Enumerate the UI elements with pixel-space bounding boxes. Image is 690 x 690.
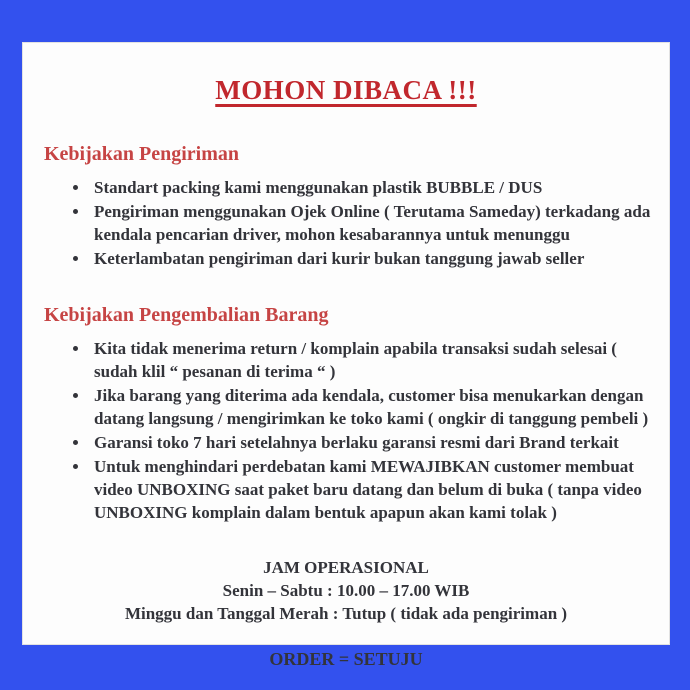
- section-heading-return-policy: Kebijakan Pengembalian Barang: [44, 304, 329, 326]
- shipping-policy-list: [23, 176, 655, 270]
- order-agreement-line: ORDER = SETUJU: [269, 649, 423, 669]
- list-item: • Kita tidak menerima return / komplain apabila transaksi sudah selesai ( sudah klil “ pesanan di terima “ ): [90, 337, 655, 383]
- holiday-line: Minggu dan Tanggal Merah : Tutup ( tidak ada pengiriman ): [124, 604, 568, 623]
- section-heading-shipping-policy: Kebijakan Pengiriman: [44, 143, 240, 165]
- list-item: • Standart packing kami menggunakan plastik BUBBLE / DUS: [90, 176, 655, 199]
- list-item: • Pengiriman menggunakan Ojek Online ( Terutama Sameday) terkadang ada kendala pencarian driver, mohon kesabarannya untuk menunggu: [90, 200, 655, 246]
- return-policy-list: [23, 337, 655, 524]
- operational-hours-line: Senin – Sabtu : 10.00 – 17.00 WIB: [222, 581, 470, 600]
- list-item: • Jika barang yang diterima ada kendala, customer bisa menukarkan dengan datang langsung / mengirimkan ke toko kami ( ongkir di tanggung pembeli ): [90, 384, 655, 430]
- list-item: • Garansi toko 7 hari setelahnya berlaku garansi resmi dari Brand terkait: [90, 431, 655, 454]
- list-item: • Untuk menghindari perdebatan kami MEWAJIBKAN customer membuat video UNBOXING saat paket baru datang dan belum di buka ( tanpa video UNBOXING komplain dalam bentuk apapun akan kami tolak ): [90, 455, 655, 524]
- page-title: MOHON DIBACA !!!: [215, 75, 477, 105]
- operational-hours-block: [23, 556, 669, 625]
- operational-hours-heading: JAM OPERASIONAL: [263, 558, 429, 577]
- notice-panel: [22, 42, 670, 669]
- list-item: • Keterlambatan pengiriman dari kurir bukan tanggung jawab seller: [90, 247, 655, 270]
